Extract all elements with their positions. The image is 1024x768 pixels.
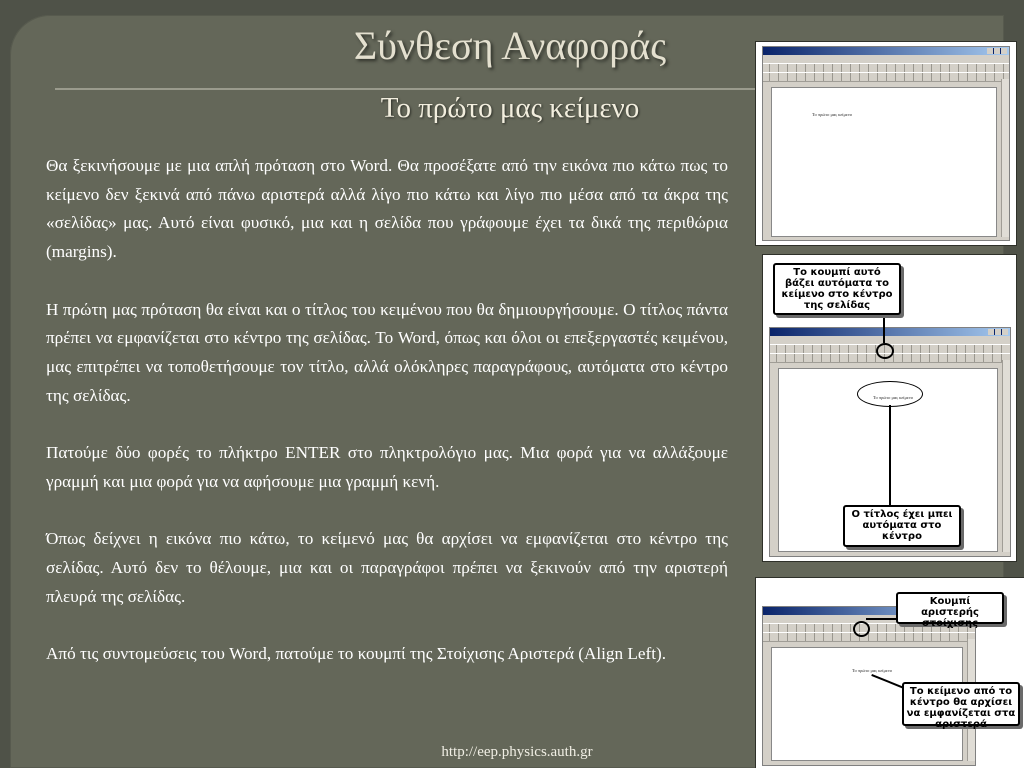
page-title: Σύνθεση Αναφοράς: [353, 23, 667, 68]
callout-pointer-line: [889, 405, 891, 505]
page-subtitle: Το πρώτο μας κείμενο: [380, 92, 640, 124]
center-align-button-highlight: [876, 343, 894, 359]
callout-pointer-line: [883, 315, 885, 343]
word-screenshot-3: [756, 578, 1024, 768]
document-text: Το πρώτο μας κείμενο: [812, 112, 853, 117]
word-screenshot-1: [756, 42, 1016, 245]
callout-pointer-line: [866, 618, 896, 620]
paragraph-5: Από τις συντομεύσεις του Word, πατούμε το κουμπί της Στοίχισης Αριστερά (Align Left).: [46, 643, 667, 663]
document-text: Το πρώτο μας κείμενο: [852, 668, 893, 673]
paragraph-1: Θα ξεκινήσουμε με μια απλή πρόταση στο Word. Θα προσέξατε από την εικόνα πιο κάτω πως το κείμενο δεν ξεκινά από πάνω αριστερά αλλά λίγο πιο κάτω και λίγο πιο μέσα από τα άκρα της «σελίδας» μας. Αυτό είναι φυσικό, μια και η σελίδα που γράφουμε έχει τα δικά της περιθώρια (margins).: [46, 156, 728, 262]
toolbar-formatting: [763, 72, 1009, 82]
title-highlight-oval: [857, 381, 923, 407]
callout-align-left-button: Κουμπί αριστερής στοίχισης: [896, 592, 1004, 624]
vertical-scrollbar: [1001, 79, 1009, 237]
callout-center-button: Το κουμπί αυτό βάζει αυτόματα το κείμενο στο κέντρο της σελίδας: [773, 263, 901, 315]
callout-centered-title: Ο τίτλος έχει μπει αυτόματα στο κέντρο: [843, 505, 961, 547]
title-divider: [55, 88, 755, 90]
window-titlebar: [770, 328, 1010, 336]
window-buttons-icon: [987, 48, 1007, 54]
body-text: [46, 152, 728, 697]
paragraph-3: Πατούμε δύο φορές το πλήκτρο ENTER στο πληκτρολόγιο μας. Μια φορά για να αλλάξουμε γραμμή και μια φορά για να αφήσουμε μια γραμμή κενή.: [46, 443, 728, 491]
toolbar-formatting: [763, 632, 975, 642]
word-screenshot-2: [763, 255, 1016, 561]
callout-left-aligned-text: Το κείμενο από το κέντρο θα αρχίσει να εμφανίζεται στα αριστερά: [902, 682, 1020, 726]
paragraph-2: Η πρώτη μας πρόταση θα είναι και ο τίτλος του κειμένου που θα δημιουργήσουμε. Ο τίτλος πάντα πρέπει να εμφανίζεται στο κέντρο της σελίδας. Το Word, όπως και όλοι οι επεξεργαστές κειμένου, μας επιτρέπει να τοποθετήσουμε τον τίτλο, αλλά ολόκληρες παραγράφους, αυτόματα στο κέντρο της σελίδας.: [46, 299, 728, 405]
document-page: [771, 87, 997, 237]
window-titlebar: [763, 47, 1009, 55]
menu-bar: [770, 336, 1010, 343]
footer-url[interactable]: http://eep.physics.auth.gr: [441, 744, 593, 760]
word-window-1: [762, 46, 1010, 241]
window-buttons-icon: [988, 329, 1008, 335]
menu-bar: [763, 55, 1009, 62]
align-left-button-highlight: [853, 621, 870, 637]
document-text: Το πρώτο μας κείμενο: [873, 395, 914, 400]
paragraph-4: Όπως δείχνει η εικόνα πιο κάτω, το κείμενό μας θα αρχίσει να εμφανίζεται στο κέντρο της σελίδας. Αυτό δεν το θέλουμε, μια και οι παραγράφοι πρέπει να ξεκινούν από την αριστερή πλευρά της σελίδας.: [46, 529, 728, 606]
vertical-scrollbar: [1002, 360, 1010, 552]
